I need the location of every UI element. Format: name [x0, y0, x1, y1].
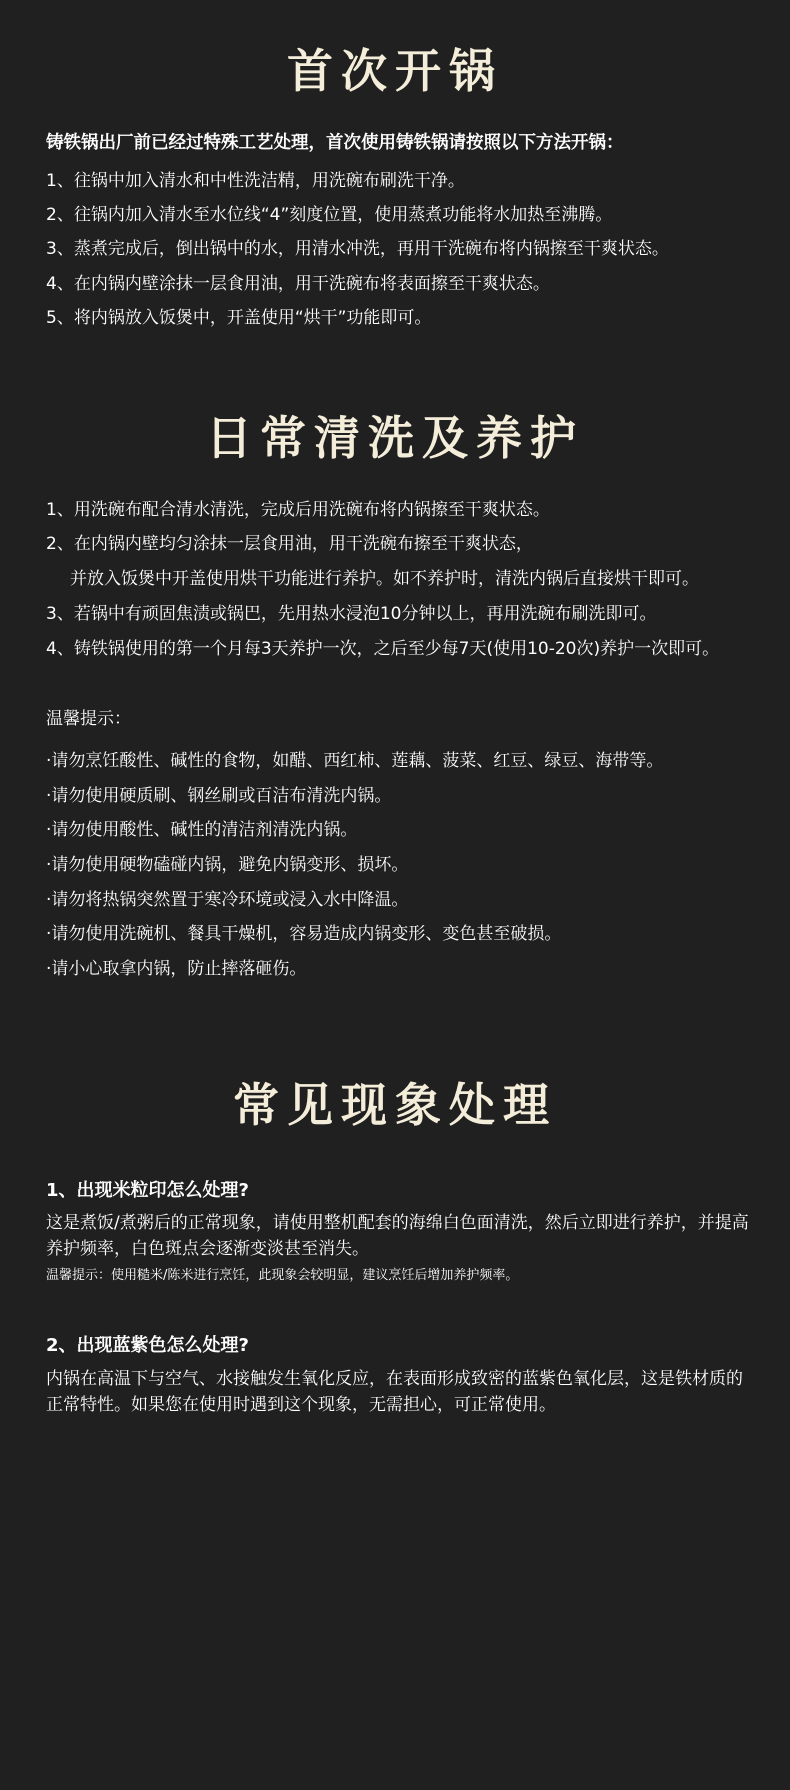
- first-use-step: 5、将内锅放入饭煲中，开盖使用“烘干”功能即可。: [46, 308, 432, 328]
- daily-care-step: 2、在内锅内壁均匀涂抹一层食用油，用干洗碗布擦至干爽状态，: [46, 534, 533, 554]
- issue-answer-rice-marks: 这是煮饭/煮粥后的正常现象，请使用整机配套的海绵白色面清洗，然后立即进行养护，并提高养护频率，白色斑点会逐渐变淡甚至消失。: [46, 1213, 749, 1259]
- first-use-step: 3、蒸煮完成后，倒出锅中的水，用清水冲洗，再用干洗碗布将内锅擦至干爽状态。: [46, 239, 669, 259]
- tip-item: ·请勿烹饪酸性、碱性的食物，如醋、西红柿、莲藕、菠菜、红豆、绿豆、海带等。: [46, 751, 664, 771]
- tip-item: ·请勿使用硬质刷、钢丝刷或百洁布清洗内锅。: [46, 786, 392, 806]
- first-use-step: 4、在内锅内壁涂抹一层食用油，用干洗碗布将表面擦至干爽状态。: [46, 274, 550, 294]
- first-use-step: 2、往锅内加入清水至水位线“4”刻度位置，使用蒸煮功能将水加热至沸腾。: [46, 205, 613, 225]
- issue-question-rice-marks: 1、出现米粒印怎么处理?: [46, 1180, 249, 1201]
- daily-care-step-continued: 并放入饭煲中开盖使用烘干功能进行养护。如不养护时，清洗内锅后直接烘干即可。: [70, 569, 699, 589]
- daily-care-step: 1、用洗碗布配合清水清洗，完成后用洗碗布将内锅擦至干爽状态。: [46, 500, 550, 520]
- section-title-first-use: 首次开锅: [287, 44, 503, 98]
- daily-care-step: 3、若锅中有顽固焦渍或锅巴，先用热水浸泡10分钟以上，再用洗碗布刷洗即可。: [46, 604, 657, 624]
- tip-item: ·请勿使用硬物磕碰内锅，避免内锅变形、损坏。: [46, 855, 409, 875]
- issue-tip-rice-marks: 温馨提示：使用糙米/陈米进行烹饪，此现象会较明显，建议烹饪后增加养护频率。: [46, 1268, 519, 1283]
- first-use-intro: 铸铁锅出厂前已经过特殊工艺处理，首次使用铸铁锅请按照以下方法开锅：: [46, 133, 624, 153]
- issue-question-blue-purple: 2、出现蓝紫色怎么处理?: [46, 1335, 249, 1356]
- tips-label: 温馨提示：: [46, 709, 131, 729]
- issue-answer-blue-purple: 内锅在高温下与空气、水接触发生氧化反应，在表面形成致密的蓝紫色氧化层，这是铁材质的正常特性。如果您在使用时遇到这个现象，无需担心，可正常使用。: [46, 1369, 743, 1415]
- tip-item: ·请小心取拿内锅，防止摔落砸伤。: [46, 959, 307, 979]
- tip-item: ·请勿使用酸性、碱性的清洁剂清洗内锅。: [46, 820, 358, 840]
- section-title-daily-care: 日常清洗及养护: [206, 411, 584, 465]
- first-use-step: 1、往锅中加入清水和中性洗洁精，用洗碗布刷洗干净。: [46, 171, 465, 191]
- tip-item: ·请勿使用洗碗机、餐具干燥机，容易造成内锅变形、变色甚至破损。: [46, 924, 562, 944]
- tip-item: ·请勿将热锅突然置于寒冷环境或浸入水中降温。: [46, 890, 409, 910]
- section-title-common-issues: 常见现象处理: [233, 1078, 557, 1132]
- daily-care-step: 4、铸铁锅使用的第一个月每3天养护一次，之后至少每7天(使用10-20次)养护一次即可。: [46, 639, 720, 659]
